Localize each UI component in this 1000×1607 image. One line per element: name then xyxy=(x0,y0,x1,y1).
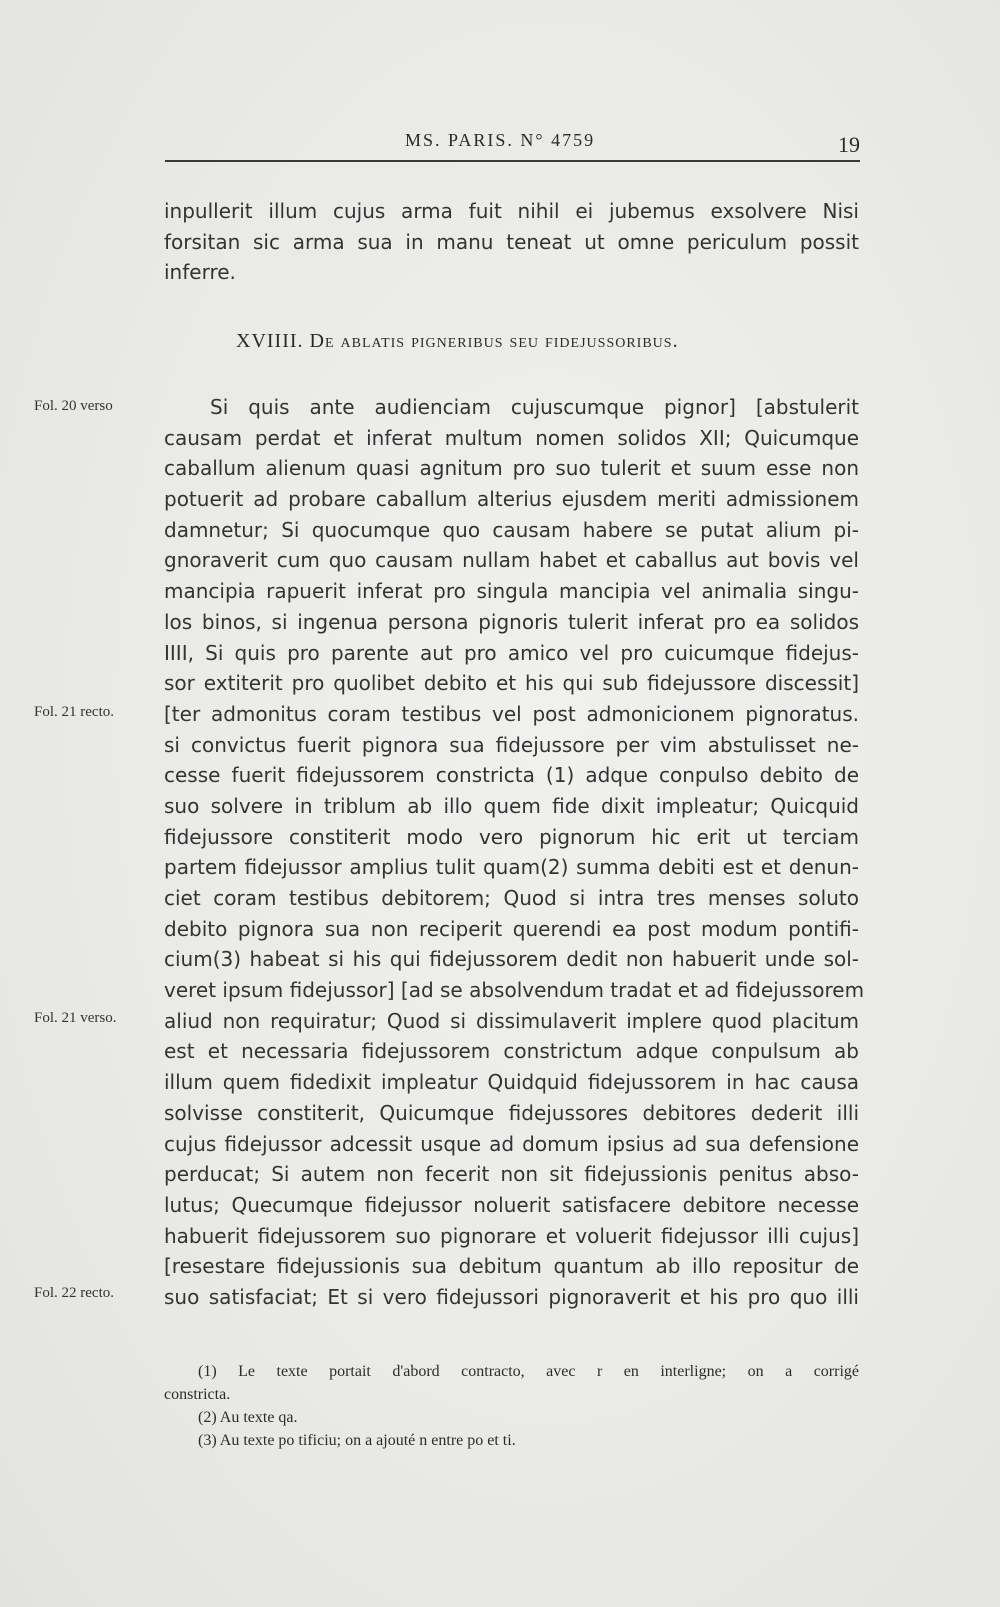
text-line: lutus; Quecumque fidejussor noluerit satisfacere debitore necesse xyxy=(164,1192,859,1217)
text-line: suo solvere in triblum ab illo quem fide dixit impleatur; Quicquid xyxy=(164,793,859,818)
section-heading xyxy=(236,330,679,353)
margin-note-folio: Fol. 20 verso xyxy=(34,398,113,414)
text-line: inpullerit illum cujus arma fuit nihil ei jubemus exsolvere Nisi xyxy=(164,199,859,223)
text-line: causam perdat et inferat multum nomen solidos XII; Quicumque xyxy=(164,425,859,450)
margin-note-folio: Fol. 21 recto. xyxy=(34,704,114,720)
text-line: habuerit fidejussorem suo pignorare et voluerit fidejussor illi cujus] xyxy=(164,1223,859,1248)
text-line: sor extiterit pro quolibet debito et his qui sub fidejussore discessit] xyxy=(164,671,859,696)
text-line: si convictus fuerit pignora sua fidejussore per vim abstulisset ne- xyxy=(164,732,859,757)
text-line: debito pignora sua non reciperit querendi ea post modum pontifi- xyxy=(164,916,859,941)
text-line: caballum alienum quasi agnitum pro suo tulerit et suum esse non xyxy=(164,456,859,481)
text-line: damnetur; Si quocumque quo causam habere se putat alium pi- xyxy=(164,517,859,542)
text-line: est et necessaria fidejussorem constrictum adque conpulsum ab xyxy=(164,1039,859,1064)
text-line: gnoraverit cum quo causam nullam habet et caballus aut bovis vel xyxy=(164,548,859,573)
footnote: (1) Le texte portait d'abord contracto, avec r en interligne; on a corrigé xyxy=(198,1363,859,1380)
text-line: aliud non requiratur; Quod si dissimulaverit implere quod placitum xyxy=(164,1008,859,1033)
margin-note-folio: Fol. 21 verso. xyxy=(34,1010,117,1026)
page-number: 19 xyxy=(838,132,860,157)
text-line: fidejussore constiterit modo vero pignorum hic erit ut terciam xyxy=(164,824,859,849)
footnotes xyxy=(164,1360,859,1452)
text-line: [resestare fidejussionis sua debitum quantum ab illo repositur de xyxy=(164,1254,859,1279)
text-line: potuerit ad probare caballum alterius ejusdem meriti admissionem xyxy=(164,487,859,512)
text-line: cujus fidejussor adcessit usque ad domum ipsius ad sua defensione xyxy=(164,1131,859,1156)
intro-paragraph xyxy=(164,196,859,288)
text-line: ciet coram testibus debitorem; Quod si intra tres menses soluto xyxy=(164,886,859,910)
footnote: (2) Au texte qa. xyxy=(198,1409,298,1426)
text-line: Si quis ante audienciam cujuscumque pignor] [abstulerit xyxy=(210,395,859,419)
text-line: illum quem fidedixit impleatur Quidquid fidejussorem in hac causa xyxy=(164,1070,859,1095)
main-paragraph xyxy=(164,392,865,1313)
text-line: perducat; Si autem non fecerit non sit fidejussionis penitus abso- xyxy=(164,1162,859,1187)
margin-note-folio: Fol. 22 recto. xyxy=(34,1285,114,1301)
text-line: cium(3) habeat si his qui fidejussorem dedit non habuerit unde sol- xyxy=(164,947,859,972)
text-line: los binos, si ingenua persona pignoris tulerit inferat pro ea solidos xyxy=(164,609,859,634)
text-line: suo satisfaciat; Et si vero fidejussori pignoraverit et his pro quo illi xyxy=(164,1284,859,1309)
text-line: [ter admonitus coram testibus vel post admonicionem pignoratus. xyxy=(164,701,859,726)
section-numeral: XVIIII. xyxy=(236,330,304,352)
text-line: mancipia rapuerit inferat pro singula mancipia vel animalia singu- xyxy=(164,579,859,604)
text-line: inferre. xyxy=(164,260,236,285)
text-line: IIII, Si quis pro parente aut pro amico vel pro cuicumque fidejus- xyxy=(164,640,859,665)
section-title: De ablatis pigneribus seu fidejussoribus. xyxy=(309,330,679,352)
footnote-continuation: constricta. xyxy=(164,1386,231,1403)
running-header xyxy=(165,126,860,162)
text-line: partem fidejussor amplius tulit quam(2) summa debiti est et denun- xyxy=(164,855,859,880)
text-line: cesse fuerit fidejussorem constricta (1) adque conpulso debito de xyxy=(164,763,859,788)
footnote: (3) Au texte po tificiu; on a ajouté n entre po et ti. xyxy=(198,1432,516,1449)
running-title: MS. PARIS. N° 4759 xyxy=(405,130,596,150)
text-line: veret ipsum fidejussor] [ad se absolvendum tradat et ad fidejussorem xyxy=(164,978,865,1003)
text-line: forsitan sic arma sua in manu teneat ut omne periculum possit xyxy=(164,229,859,254)
text-line: solvisse constiterit, Quicumque fidejussores debitores dederit illi xyxy=(164,1100,859,1125)
